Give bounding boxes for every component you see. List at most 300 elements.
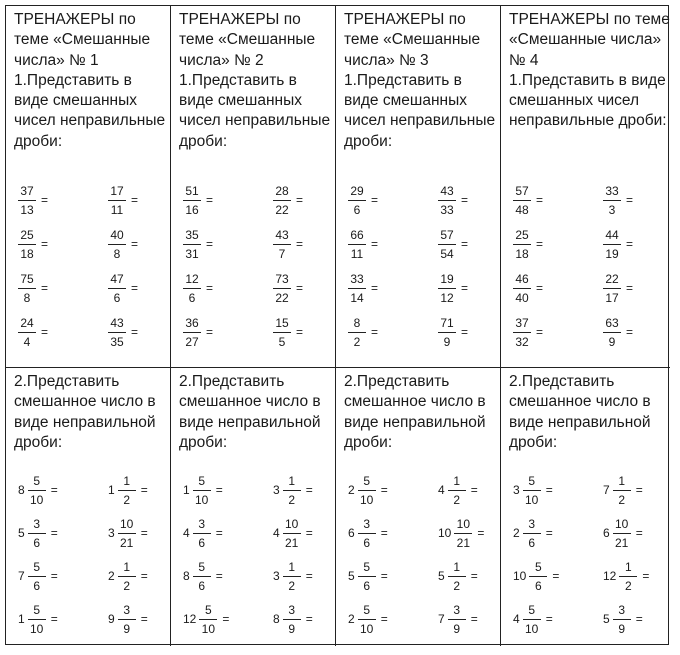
equals-sign: = <box>380 569 388 583</box>
fraction <box>28 560 46 593</box>
exercise-item <box>513 599 553 639</box>
equals-sign: = <box>215 569 223 583</box>
numerator: 10 <box>456 516 471 531</box>
fractions-grid <box>344 180 494 356</box>
denominator: 8 <box>113 246 121 261</box>
worksheet-table <box>5 5 669 645</box>
exercise-item <box>273 470 313 510</box>
fraction <box>28 517 46 550</box>
fraction <box>613 517 631 550</box>
denominator: 11 <box>350 246 364 261</box>
fraction-bar <box>523 533 541 534</box>
fraction <box>348 228 366 261</box>
fraction <box>18 184 36 217</box>
exercise-row <box>509 312 659 356</box>
fraction <box>603 184 621 217</box>
denominator: 54 <box>440 246 454 261</box>
denominator: 6 <box>528 535 536 550</box>
exercise-item <box>18 556 58 596</box>
fraction-bar <box>358 533 376 534</box>
whole-part: 2 <box>108 569 115 583</box>
fraction-bar <box>454 533 472 534</box>
equals-sign: = <box>206 325 214 339</box>
exercise-item <box>513 180 543 220</box>
numerator: 8 <box>353 315 361 330</box>
denominator: 6 <box>33 578 41 593</box>
whole-part: 8 <box>183 569 190 583</box>
equals-sign: = <box>50 483 58 497</box>
exercise-item <box>513 556 559 596</box>
equals-sign: = <box>635 612 643 626</box>
fraction-bar <box>108 244 126 245</box>
numerator: 63 <box>605 315 619 330</box>
equals-sign: = <box>296 193 304 207</box>
denominator: 9 <box>453 621 461 636</box>
fraction <box>273 316 291 349</box>
denominator: 9 <box>443 334 451 349</box>
equals-sign: = <box>371 237 379 251</box>
equals-sign: = <box>552 569 560 583</box>
numerator: 1 <box>123 559 131 574</box>
fraction-bar <box>193 533 211 534</box>
exercise-row <box>179 599 329 642</box>
equals-sign: = <box>50 612 58 626</box>
exercise-row <box>344 556 494 599</box>
numerator: 15 <box>275 315 289 330</box>
exercise-row <box>14 312 164 356</box>
fraction <box>438 184 456 217</box>
exercise-item <box>438 268 468 308</box>
equals-sign: = <box>140 483 148 497</box>
equals-sign: = <box>380 526 388 540</box>
denominator: 17 <box>605 290 619 305</box>
denominator: 10 <box>195 492 209 507</box>
exercise-item <box>183 513 223 553</box>
numerator: 35 <box>185 227 199 242</box>
fraction-bar <box>523 490 541 491</box>
numerator: 66 <box>350 227 364 242</box>
denominator: 10 <box>201 621 216 636</box>
exercise-item <box>438 599 478 639</box>
equals-sign: = <box>131 325 139 339</box>
numerator: 1 <box>288 473 296 488</box>
fraction-bar <box>283 576 301 577</box>
equals-sign: = <box>545 483 553 497</box>
equals-sign: = <box>305 483 313 497</box>
fraction-bar <box>513 332 531 333</box>
trainer-card-2-task-1 <box>171 6 336 368</box>
denominator: 16 <box>185 202 199 217</box>
numerator: 36 <box>185 315 199 330</box>
denominator: 4 <box>23 334 31 349</box>
exercise-row <box>344 180 494 224</box>
equals-sign: = <box>461 237 469 251</box>
exercise-item <box>348 556 388 596</box>
denominator: 6 <box>363 578 371 593</box>
exercise-item <box>108 180 138 220</box>
mixed-numbers-grid <box>14 470 164 642</box>
fraction <box>454 517 472 550</box>
equals-sign: = <box>461 281 469 295</box>
exercise-item <box>18 470 58 510</box>
denominator: 13 <box>20 202 34 217</box>
whole-part: 5 <box>348 569 355 583</box>
equals-sign: = <box>536 193 544 207</box>
task-2-instruction: 2.Представить смешанное число в виде неправильной дроби: <box>14 373 156 451</box>
denominator: 2 <box>618 492 626 507</box>
equals-sign: = <box>626 325 634 339</box>
exercise-row <box>509 470 659 513</box>
fraction <box>283 517 301 550</box>
fraction-bar <box>283 490 301 491</box>
equals-sign: = <box>545 612 553 626</box>
equals-sign: = <box>380 612 388 626</box>
fraction <box>348 272 366 305</box>
task-2-instruction: 2.Представить смешанное число в виде неправильной дроби: <box>344 373 486 451</box>
exercise-item <box>348 312 378 352</box>
whole-part: 12 <box>183 612 197 626</box>
fraction-bar <box>619 576 637 577</box>
numerator: 3 <box>288 602 296 617</box>
denominator: 10 <box>30 621 44 636</box>
equals-sign: = <box>206 281 214 295</box>
exercise-row <box>14 268 164 312</box>
equals-sign: = <box>305 612 313 626</box>
whole-part: 1 <box>108 483 115 497</box>
task-1-instruction: 1.Представить в виде смешанных чисел неправильные дроби: <box>344 71 496 150</box>
exercise-item <box>438 224 468 264</box>
equals-sign: = <box>305 569 313 583</box>
denominator: 10 <box>30 492 44 507</box>
whole-part: 3 <box>273 483 280 497</box>
exercise-row <box>344 268 494 312</box>
fraction <box>358 517 376 550</box>
exercise-item <box>603 470 643 510</box>
task-2-instruction: 2.Представить смешанное число в виде неправильной дроби: <box>509 373 651 451</box>
exercise-item <box>348 513 388 553</box>
denominator: 14 <box>350 290 364 305</box>
denominator: 21 <box>456 535 471 550</box>
fraction <box>118 517 136 550</box>
exercise-row <box>14 599 164 642</box>
denominator: 35 <box>110 334 124 349</box>
fraction-bar <box>358 576 376 577</box>
exercise-item <box>183 180 213 220</box>
whole-part: 3 <box>273 569 280 583</box>
exercise-row <box>179 513 329 556</box>
denominator: 9 <box>608 334 616 349</box>
exercise-item <box>348 224 378 264</box>
exercise-item <box>513 470 553 510</box>
numerator: 1 <box>123 473 131 488</box>
fraction-bar <box>28 490 46 491</box>
exercise-item <box>108 224 138 264</box>
whole-part: 12 <box>603 569 617 583</box>
exercise-item <box>438 470 478 510</box>
exercise-row <box>509 599 659 642</box>
exercise-item <box>513 224 543 264</box>
exercise-item <box>18 312 48 352</box>
exercise-item <box>108 312 138 352</box>
fraction-bar <box>513 200 531 201</box>
equals-sign: = <box>626 281 634 295</box>
exercise-row <box>14 180 164 224</box>
numerator: 43 <box>110 315 124 330</box>
fraction <box>18 272 36 305</box>
fraction-bar <box>438 288 456 289</box>
exercise-item <box>438 513 484 553</box>
numerator: 43 <box>440 183 454 198</box>
exercise-row <box>179 470 329 513</box>
equals-sign: = <box>206 193 214 207</box>
trainer-card-3-task-1 <box>336 6 501 368</box>
numerator: 5 <box>528 602 536 617</box>
numerator: 22 <box>605 271 619 286</box>
equals-sign: = <box>470 569 478 583</box>
exercise-item <box>438 180 468 220</box>
fraction <box>523 474 541 507</box>
numerator: 1 <box>618 473 626 488</box>
task-1-instruction: 1.Представить в виде смешанных чисел неправильные дроби: <box>509 71 667 130</box>
denominator: 2 <box>123 578 131 593</box>
fraction-bar <box>358 619 376 620</box>
numerator: 3 <box>33 516 41 531</box>
exercise-row <box>509 224 659 268</box>
exercise-item <box>273 513 313 553</box>
fraction <box>108 228 126 261</box>
fraction-bar <box>348 288 366 289</box>
equals-sign: = <box>642 569 650 583</box>
fraction-bar <box>283 619 301 620</box>
fraction <box>513 228 531 261</box>
exercise-item <box>603 268 633 308</box>
numerator: 5 <box>198 559 206 574</box>
equals-sign: = <box>140 612 148 626</box>
exercise-row <box>179 180 329 224</box>
fractions-grid <box>179 180 329 356</box>
equals-sign: = <box>296 237 304 251</box>
equals-sign: = <box>305 526 313 540</box>
trainer-heading: ТРЕНАЖЕРЫ по теме «Смешанные числа» № 3 <box>344 11 481 69</box>
whole-part: 3 <box>108 526 115 540</box>
fraction-bar <box>193 490 211 491</box>
exercise-item <box>513 268 543 308</box>
exercise-item <box>273 556 313 596</box>
task-1-instruction: 1.Представить в виде смешанных чисел неправильные дроби: <box>14 71 166 150</box>
fraction <box>613 603 631 636</box>
denominator: 2 <box>453 492 461 507</box>
equals-sign: = <box>50 569 58 583</box>
denominator: 21 <box>615 535 629 550</box>
task-2-instruction: 2.Представить смешанное число в виде неправильной дроби: <box>179 373 321 451</box>
fraction <box>18 228 36 261</box>
whole-part: 4 <box>513 612 520 626</box>
exercise-item <box>603 312 633 352</box>
denominator: 9 <box>288 621 296 636</box>
equals-sign: = <box>222 612 230 626</box>
numerator: 33 <box>350 271 364 286</box>
fraction <box>438 228 456 261</box>
equals-sign: = <box>380 483 388 497</box>
numerator: 25 <box>20 227 34 242</box>
fraction-bar <box>183 200 201 201</box>
exercise-row <box>179 224 329 268</box>
fraction <box>273 272 291 305</box>
fraction <box>28 474 46 507</box>
fraction-bar <box>358 490 376 491</box>
mixed-numbers-grid <box>179 470 329 642</box>
equals-sign: = <box>635 526 643 540</box>
trainer-card-4-task-2 <box>501 368 670 646</box>
task-1-instruction: 1.Представить в виде смешанных чисел неправильные дроби: <box>179 71 331 150</box>
fraction-bar <box>603 244 621 245</box>
equals-sign: = <box>296 281 304 295</box>
numerator: 5 <box>205 602 212 617</box>
fraction-bar <box>273 200 291 201</box>
fraction <box>448 474 466 507</box>
numerator: 51 <box>185 183 199 198</box>
exercise-item <box>438 312 468 352</box>
equals-sign: = <box>626 237 634 251</box>
exercise-item <box>438 556 478 596</box>
numerator: 17 <box>110 183 124 198</box>
exercise-row <box>179 312 329 356</box>
numerator: 71 <box>440 315 454 330</box>
denominator: 31 <box>185 246 199 261</box>
exercise-item <box>603 180 633 220</box>
fraction-bar <box>438 200 456 201</box>
equals-sign: = <box>477 526 485 540</box>
fraction <box>603 272 621 305</box>
denominator: 22 <box>275 202 289 217</box>
equals-sign: = <box>461 325 469 339</box>
fraction-bar <box>183 288 201 289</box>
numerator: 3 <box>528 516 536 531</box>
fraction <box>348 316 366 349</box>
fractions-grid <box>509 180 659 356</box>
fraction <box>513 316 531 349</box>
whole-part: 4 <box>438 483 445 497</box>
whole-part: 6 <box>348 526 355 540</box>
fraction-bar <box>438 332 456 333</box>
fraction <box>529 560 547 593</box>
fraction-bar <box>603 288 621 289</box>
trainer-card-1-task-1 <box>6 6 171 368</box>
equals-sign: = <box>461 193 469 207</box>
denominator: 3 <box>608 202 616 217</box>
fraction <box>283 474 301 507</box>
denominator: 6 <box>188 290 196 305</box>
denominator: 18 <box>515 246 529 261</box>
denominator: 2 <box>123 492 131 507</box>
numerator: 33 <box>605 183 619 198</box>
exercise-row <box>509 513 659 556</box>
fraction-bar <box>28 619 46 620</box>
exercise-row <box>179 556 329 599</box>
whole-part: 4 <box>183 526 190 540</box>
exercise-item <box>108 513 148 553</box>
denominator: 6 <box>113 290 121 305</box>
fraction-bar <box>118 490 136 491</box>
fraction <box>523 517 541 550</box>
numerator: 12 <box>185 271 199 286</box>
fraction-bar <box>273 332 291 333</box>
fraction <box>523 603 541 636</box>
fraction-bar <box>118 533 136 534</box>
exercise-item <box>273 268 303 308</box>
fraction <box>28 603 46 636</box>
fraction-bar <box>28 576 46 577</box>
exercise-item <box>108 268 138 308</box>
equals-sign: = <box>536 281 544 295</box>
fraction-bar <box>28 533 46 534</box>
numerator: 1 <box>625 559 632 574</box>
trainer-heading: ТРЕНАЖЕРЫ по теме «Смешанные числа» № 2 <box>179 11 316 69</box>
fraction-bar <box>18 200 36 201</box>
exercise-row <box>509 180 659 224</box>
fraction <box>193 517 211 550</box>
fraction <box>358 603 376 636</box>
numerator: 3 <box>123 602 131 617</box>
exercise-item <box>108 470 148 510</box>
exercise-item <box>18 268 48 308</box>
fraction-bar <box>438 244 456 245</box>
whole-part: 8 <box>18 483 25 497</box>
equals-sign: = <box>41 281 49 295</box>
exercise-item <box>348 180 378 220</box>
whole-part: 8 <box>273 612 280 626</box>
numerator: 44 <box>605 227 619 242</box>
equals-sign: = <box>140 526 148 540</box>
exercise-item <box>273 180 303 220</box>
fraction-bar <box>603 332 621 333</box>
numerator: 10 <box>615 516 629 531</box>
numerator: 19 <box>440 271 454 286</box>
fraction-bar <box>193 576 211 577</box>
trainer-heading: ТРЕНАЖЕРЫ по теме «Смешанные числа» № 4 <box>509 11 670 69</box>
fraction <box>438 272 456 305</box>
fraction-bar <box>183 332 201 333</box>
denominator: 18 <box>20 246 34 261</box>
numerator: 24 <box>20 315 34 330</box>
numerator: 1 <box>288 559 296 574</box>
fraction <box>118 474 136 507</box>
numerator: 1 <box>453 559 461 574</box>
equals-sign: = <box>296 325 304 339</box>
denominator: 32 <box>515 334 529 349</box>
fraction <box>358 560 376 593</box>
numerator: 40 <box>110 227 124 242</box>
fraction <box>513 184 531 217</box>
equals-sign: = <box>140 569 148 583</box>
exercise-item <box>183 470 223 510</box>
equals-sign: = <box>215 483 223 497</box>
fraction-bar <box>18 332 36 333</box>
fraction <box>193 560 211 593</box>
fraction-bar <box>118 619 136 620</box>
whole-part: 3 <box>513 483 520 497</box>
fraction <box>183 316 201 349</box>
fraction-bar <box>18 288 36 289</box>
denominator: 21 <box>120 535 134 550</box>
denominator: 10 <box>360 621 374 636</box>
equals-sign: = <box>50 526 58 540</box>
fraction-bar <box>108 332 126 333</box>
exercise-item <box>18 180 48 220</box>
denominator: 6 <box>353 202 361 217</box>
numerator: 5 <box>33 559 41 574</box>
whole-part: 6 <box>603 526 610 540</box>
